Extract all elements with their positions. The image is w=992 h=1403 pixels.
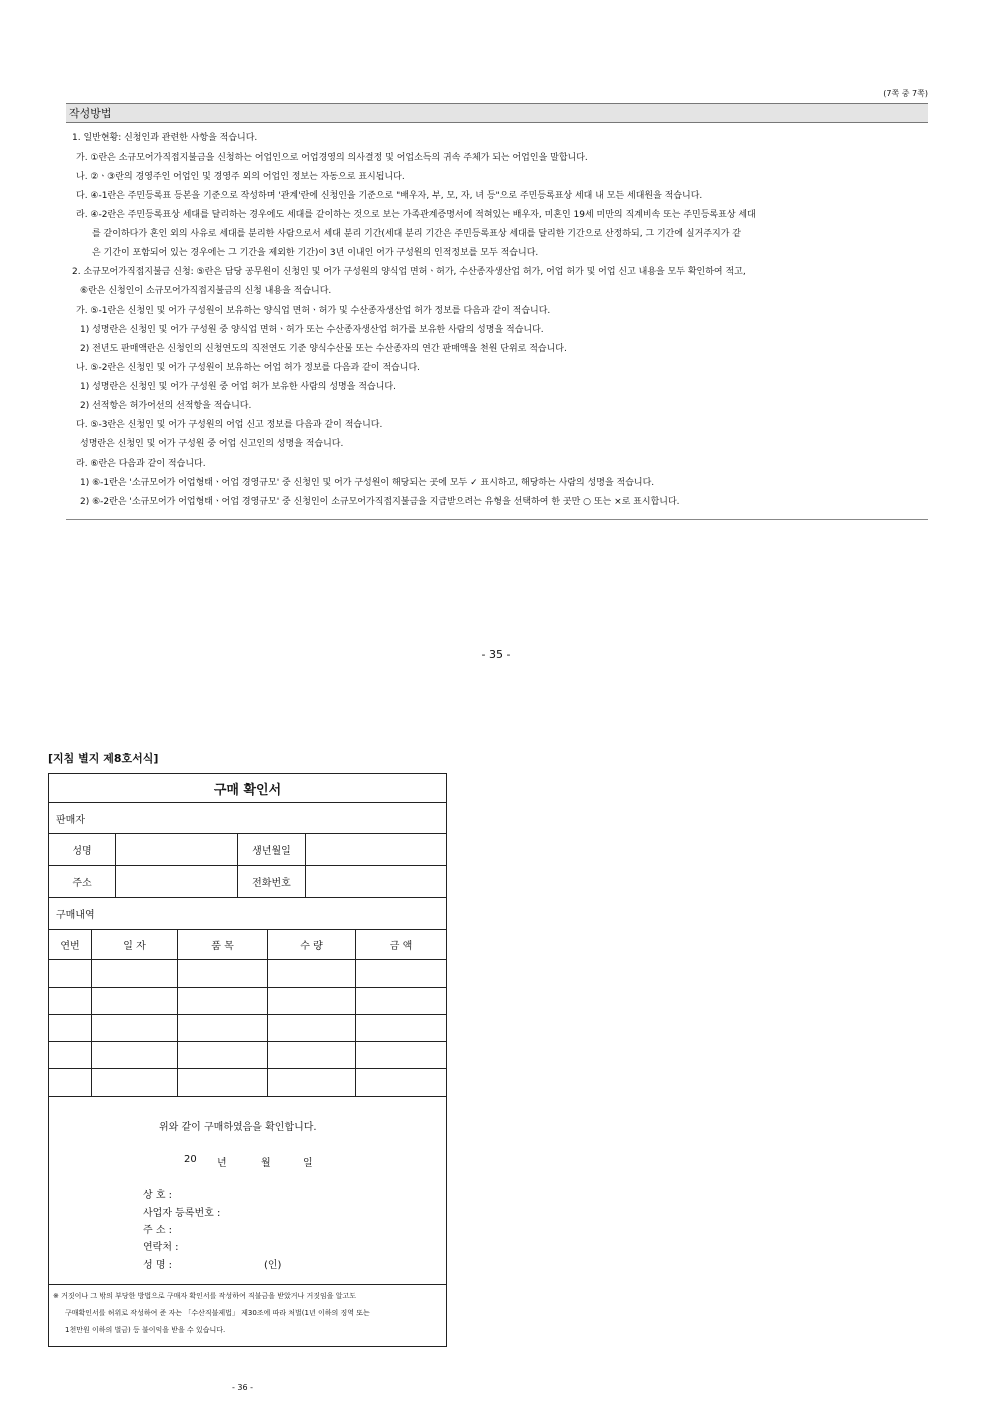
address-field[interactable]	[116, 866, 238, 897]
form-page-number: - 36 -	[232, 1383, 254, 1392]
column-header: 일 자	[92, 930, 178, 959]
business-name-field: 상 호 :	[143, 1190, 173, 1201]
date-year-label: 년	[217, 1158, 227, 1169]
table-row	[49, 1069, 446, 1097]
table-cell[interactable]	[356, 1069, 446, 1096]
legal-notice	[49, 1284, 446, 1342]
instruction-line: 1. 일반현황: 신청인과 관련한 사항을 적습니다.	[72, 133, 258, 143]
instruction-line: 나. ②ㆍ③란의 경영주인 어업인 및 경영주 외의 어업인 정보는 자동으로 표시됩니다.	[76, 172, 405, 182]
notice-line: 구매확인서를 허위로 작성하여 준 자는 「수산직불제법」 제30조에 따라 처벌(1년 이하의 징역 또는	[65, 1309, 370, 1317]
address-label: 주소	[49, 866, 116, 897]
birth-field[interactable]	[306, 834, 446, 865]
table-cell[interactable]	[178, 1069, 268, 1096]
instruction-line: 2) 전년도 판매액란은 신청인의 신청연도의 직전연도 기준 양식수산물 또는 수산종자의 연간 판매액을 천원 단위로 적습니다.	[80, 344, 567, 354]
table-cell[interactable]	[49, 960, 92, 987]
instruction-line: 나. ⑤-2란은 신청인 및 어가 구성원이 보유하는 어업 허가 정보를 다음과 같이 적습니다.	[76, 363, 420, 373]
table-cell[interactable]	[92, 1042, 178, 1068]
instruction-line: 1) 성명란은 신청인 및 어가 구성원 중 어업 허가 보유한 사람의 성명을 적습니다.	[80, 382, 396, 392]
form-caption: [지침 별지 제8호서식]	[48, 752, 159, 765]
notice-line: 1천만원 이하의 벌금) 등 불이익을 받을 수 있습니다.	[65, 1326, 226, 1334]
instruction-line: 은 기간이 포함되어 있는 경우에는 그 기간을 제외한 기간)이 3년 이내인 어가 구성원의 인적정보를 모두 적습니다.	[92, 248, 539, 258]
column-header: 수 량	[268, 930, 356, 959]
table-cell[interactable]	[178, 1015, 268, 1041]
address-field-label: 주 소 :	[143, 1225, 173, 1236]
business-number-field: 사업자 등록번호 :	[143, 1208, 221, 1219]
instruction-line: 를 같이하다가 혼인 외의 사유로 세대를 분리한 사람으로서 세대 분리 기간(세대 분리 기간은 주민등록표상 세대를 달리한 기간으로 산정하되, 그 기간에 실거주지가 같	[92, 229, 741, 239]
table-cell[interactable]	[92, 960, 178, 987]
table-header	[49, 930, 446, 960]
purchase-section-label: 구매내역	[49, 898, 446, 930]
table-cell[interactable]	[92, 988, 178, 1014]
column-header: 연번	[49, 930, 92, 959]
table-cell[interactable]	[49, 1015, 92, 1041]
table-cell[interactable]	[178, 960, 268, 987]
table-cell[interactable]	[268, 1015, 356, 1041]
table-cell[interactable]	[268, 1042, 356, 1068]
table-cell[interactable]	[268, 1069, 356, 1096]
date-year: 20	[184, 1154, 197, 1165]
instruction-line: 2) 선적항은 허가어선의 선적항을 적습니다.	[80, 401, 252, 411]
table-cell[interactable]	[268, 960, 356, 987]
instruction-line: ⑥란은 신청인이 소규모어가직접지불금의 신청 내용을 적습니다.	[80, 286, 332, 296]
table-row	[49, 988, 446, 1015]
date-month-label: 월	[261, 1158, 271, 1169]
page-number: - 35 -	[481, 648, 511, 661]
birth-label: 생년월일	[238, 834, 306, 865]
table-cell[interactable]	[49, 988, 92, 1014]
table-cell[interactable]	[178, 1042, 268, 1068]
table-cell[interactable]	[356, 1042, 446, 1068]
table-cell[interactable]	[92, 1069, 178, 1096]
table-cell[interactable]	[356, 960, 446, 987]
page-indicator: (7쪽 중 7쪽)	[883, 89, 928, 98]
table-cell[interactable]	[178, 988, 268, 1014]
form-title: 구매 확인서	[49, 774, 446, 803]
table-cell[interactable]	[49, 1042, 92, 1068]
instruction-line: 1) ⑥-1란은 '소규모어가 어업형태ㆍ어업 경영규모' 중 신청인 및 어가 구성원이 해당되는 곳에 모두 ✓ 표시하고, 해당하는 사람의 성명을 적습니다.	[80, 478, 655, 488]
seller-name-row	[49, 834, 446, 866]
table-row	[49, 1042, 446, 1069]
seller-address-row	[49, 866, 446, 898]
instruction-line: 다. ④-1란은 주민등록표 등본을 기준으로 작성하며 '관계'란에 신청인을 기준으로 "배우자, 부, 모, 자, 녀 등"으로 주민등록표상 세대 내 모든 세대원을 적습니다.	[76, 191, 703, 201]
purchase-confirmation-form	[48, 773, 447, 1347]
divider	[66, 519, 928, 520]
instruction-line: 가. ⑤-1란은 신청인 및 어가 구성원이 보유하는 양식업 면허ㆍ허가 및 수산종자생산업 허가 정보를 다음과 같이 적습니다.	[76, 306, 551, 316]
table-row	[49, 960, 446, 988]
table-cell[interactable]	[356, 1015, 446, 1041]
confirm-statement: 위와 같이 구매하였음을 확인합니다.	[159, 1122, 317, 1133]
seller-section-label: 판매자	[49, 803, 446, 834]
name-field[interactable]	[116, 834, 238, 865]
phone-label: 전화번호	[238, 866, 306, 897]
column-header: 품 목	[178, 930, 268, 959]
instruction-line: 2) ⑥-2란은 '소규모어가 어업형태ㆍ어업 경영규모' 중 신청인이 소규모어가직접지불금을 지급받으려는 유형을 선택하여 한 곳만 ○ 또는 ×로 표시합니다.	[80, 497, 680, 507]
table-cell[interactable]	[92, 1015, 178, 1041]
table-cell[interactable]	[49, 1069, 92, 1096]
contact-field: 연락처 :	[143, 1242, 179, 1253]
instruction-line: 성명란은 신청인 및 어가 구성원 중 어업 신고인의 성명을 적습니다.	[80, 439, 344, 449]
section-header: 작성방법	[66, 103, 928, 123]
table-row	[49, 1015, 446, 1042]
instruction-line: 1) 성명란은 신청인 및 어가 구성원 중 양식업 면허ㆍ허가 또는 수산종자생산업 허가를 보유한 사람의 성명을 적습니다.	[80, 325, 544, 335]
name-label: 성명	[49, 834, 116, 865]
notice-line: ※ 거짓이나 그 밖의 부당한 방법으로 구매자 확인서를 작성하여 직불금을 받았거나 거짓임을 알고도	[53, 1292, 357, 1300]
instruction-line: 라. ⑥란은 다음과 같이 적습니다.	[76, 459, 206, 469]
instruction-line: 라. ④-2란은 주민등록표상 세대를 달리하는 경우에도 세대를 같이하는 것으로 보는 가족관계증명서에 적혀있는 배우자, 미혼인 19세 미만의 직계비속 또는 주민등록표상 세대	[76, 210, 756, 220]
instruction-line: 다. ⑤-3란은 신청인 및 어가 구성원의 어업 신고 정보를 다음과 같이 적습니다.	[76, 420, 383, 430]
column-header: 금 액	[389, 941, 413, 952]
table-cell[interactable]	[268, 988, 356, 1014]
table-cell[interactable]	[356, 988, 446, 1014]
instruction-line: 가. ①란은 소규모어가직접지불금을 신청하는 어업인으로 어업경영의 의사결정 및 어업소득의 귀속 주체가 되는 어업인을 말합니다.	[76, 153, 588, 163]
signer-name-field: 성 명 :	[143, 1260, 173, 1271]
phone-field[interactable]	[306, 866, 446, 897]
seal-mark: (인)	[264, 1260, 282, 1271]
instruction-line: 2. 소규모어가직접지불금 신청: ⑤란은 담당 공무원이 신청인 및 어가 구성원의 양식업 면허ㆍ허가, 수산종자생산업 허가, 어업 허가 및 어업 신고 내용을 모두 확인하여 적고,	[72, 267, 746, 277]
date-day-label: 일	[303, 1158, 313, 1169]
